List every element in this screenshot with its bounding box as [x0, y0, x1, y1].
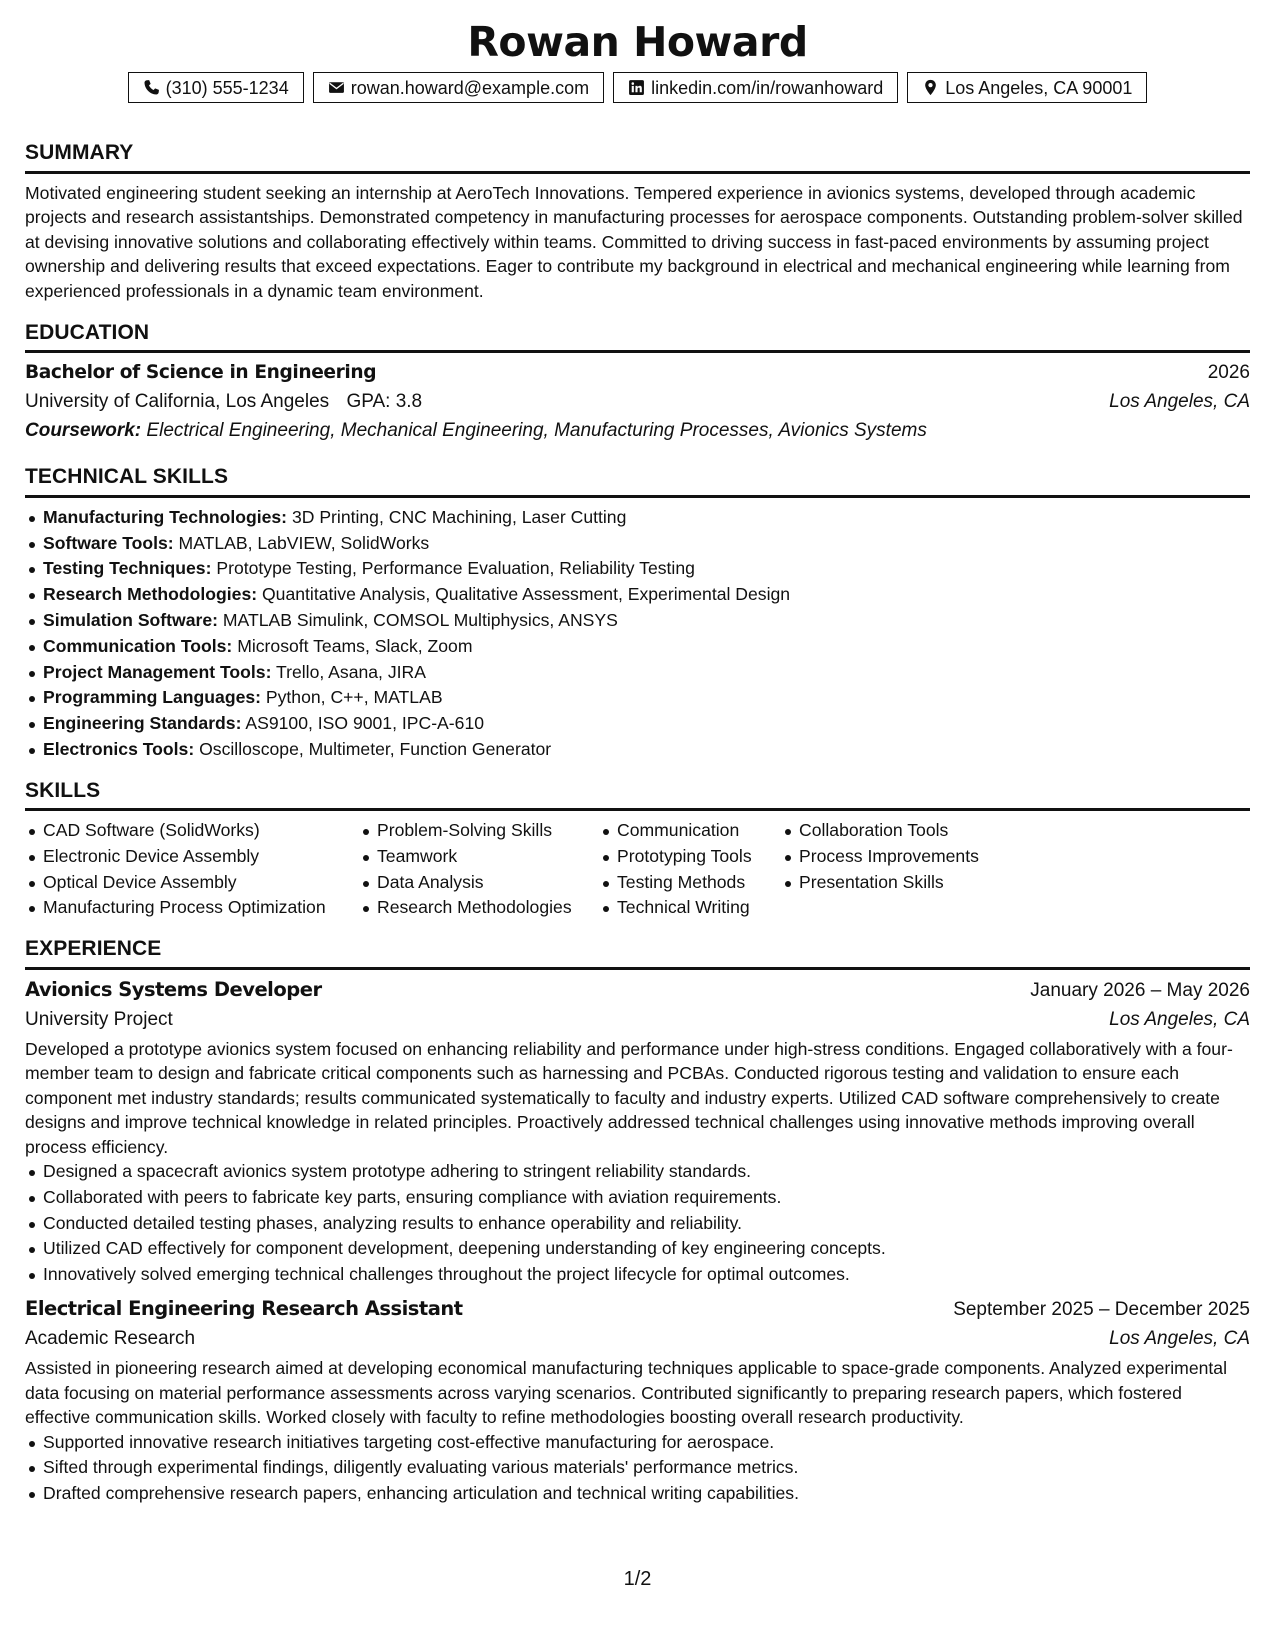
- skills-heading: SKILLS: [25, 777, 1250, 811]
- skill-item: Process Improvements: [781, 844, 1001, 870]
- envelope-icon: [328, 79, 345, 96]
- skill-item: Technical Writing: [599, 895, 781, 921]
- education-degree-row: [25, 358, 1250, 387]
- skill-item: Manufacturing Process Optimization: [25, 895, 359, 921]
- skill-item: Problem-Solving Skills: [359, 818, 599, 844]
- technical-skill-label: Software Tools:: [43, 532, 174, 553]
- job-location: Los Angeles, CA: [1109, 1008, 1250, 1030]
- skills-column: [781, 818, 1001, 921]
- resume-page: [25, 18, 1250, 1507]
- skill-item: CAD Software (SolidWorks): [25, 818, 359, 844]
- linkedin-text: linkedin.com/in/rowanhoward: [651, 77, 884, 98]
- experience-list: [25, 975, 1250, 1507]
- job-description: Assisted in pioneering research aimed at developing economical manufacturing techniques applicable to space-grade components. Analyzed experimental data focusing on material performance assessments across varying scenarios. Contributed significantly to preparing research papers, which fostered effective communication skills. Worked closely with faculty to refine methodologies boosting overall research productivity.: [25, 1358, 1227, 1428]
- job-title: Avionics Systems Developer: [25, 977, 322, 1001]
- coursework-row: [25, 416, 1250, 445]
- job-org-row: [25, 1324, 1250, 1353]
- technical-skill-label: Communication Tools:: [43, 635, 233, 656]
- contact-location: [907, 72, 1147, 103]
- skill-item: Prototyping Tools: [599, 844, 781, 870]
- experience-heading: EXPERIENCE: [25, 935, 1250, 969]
- job-dates: January 2026 – May 2026: [1030, 979, 1250, 1001]
- job-organization: University Project: [25, 1008, 173, 1030]
- technical-skill-label: Testing Techniques:: [43, 558, 212, 579]
- education-section: [25, 319, 1250, 445]
- technical-skill-value: Trello, Asana, JIRA: [276, 661, 426, 682]
- skills-column: [25, 818, 359, 921]
- candidate-name: Rowan Howard: [467, 18, 808, 66]
- skill-item: Research Methodologies: [359, 895, 599, 921]
- technical-skill-value: 3D Printing, CNC Machining, Laser Cutting: [291, 506, 627, 527]
- summary-section: [25, 139, 1250, 303]
- skill-item: Communication: [599, 818, 781, 844]
- skill-item: Presentation Skills: [781, 870, 1001, 896]
- job-bullet: Collaborated with peers to fabricate key parts, ensuring compliance with aviation requirements.: [25, 1185, 1250, 1211]
- degree-title: Bachelor of Science in Engineering: [25, 362, 377, 384]
- technical-skill-item: [25, 685, 1250, 711]
- skills-column: [599, 818, 781, 921]
- job-description: Developed a prototype avionics system focused on enhancing reliability and performance under high-stress conditions. Engaged collaboratively with a four-member team to design and fabricate critical components such as harnessing and PCBAs. Conducted rigorous testing and validation to ensure each component met industry standards; results communicated systematically to faculty and industry experts. Utilized CAD software comprehensively to create designs and improve technical knowledge in related principles. Proactively addressed technical challenges using innovative methods improving overall process efficiency.: [25, 1038, 1233, 1157]
- job-bullet: Conducted detailed testing phases, analyzing results to enhance operability and reliability.: [25, 1211, 1250, 1237]
- technical-skills-section: [25, 463, 1250, 762]
- job-bullet: Designed a spacecraft avionics system prototype adhering to stringent reliability standards.: [25, 1159, 1250, 1185]
- skills-section: [25, 777, 1250, 922]
- technical-skill-item: [25, 582, 1250, 608]
- phone-icon: [143, 79, 160, 96]
- school-name: University of California, Los Angeles: [25, 391, 330, 413]
- map-pin-icon: [922, 79, 939, 96]
- experience-section: [25, 935, 1250, 1507]
- skill-item: Testing Methods: [599, 870, 781, 896]
- technical-skill-label: Manufacturing Technologies:: [43, 506, 288, 527]
- technical-skill-item: [25, 531, 1250, 557]
- summary-text: Motivated engineering student seeking an internship at AeroTech Innovations. Tempered experience in avionics systems, developed through academic projects and research assistantships. Demonstrated competency in manufacturing processes for aerospace components. Outstanding problem-solver skilled at devising innovative solutions and collaborating effectively within teams. Committed to driving success in fast-paced environments by assuming project ownership and delivering results that exceed expectations. Eager to contribute my background in electrical and mechanical engineering while learning from experienced professionals in a dynamic team environment.: [25, 182, 1243, 301]
- coursework-label: Coursework:: [25, 420, 142, 442]
- phone-text: (310) 555-1234: [165, 77, 289, 98]
- job-title-row: [25, 1294, 1250, 1324]
- technical-skill-item: [25, 634, 1250, 660]
- technical-skill-item: [25, 711, 1250, 737]
- technical-skill-value: MATLAB, LabVIEW, SolidWorks: [178, 532, 430, 553]
- school-location: Los Angeles, CA: [1109, 391, 1250, 413]
- job-bullet: Drafted comprehensive research papers, enhancing articulation and technical writing capabilities.: [25, 1481, 1250, 1507]
- job-title: Electrical Engineering Research Assistant: [25, 1297, 463, 1321]
- technical-skill-item: [25, 660, 1250, 686]
- skills-column: [359, 818, 599, 921]
- technical-skill-value: Microsoft Teams, Slack, Zoom: [237, 635, 473, 656]
- skill-item: Collaboration Tools: [781, 818, 1001, 844]
- summary-heading: SUMMARY: [25, 139, 1250, 173]
- job-dates: September 2025 – December 2025: [953, 1299, 1250, 1321]
- skill-item: Electronic Device Assembly: [25, 844, 359, 870]
- technical-skill-value: Oscilloscope, Multimeter, Function Generator: [199, 738, 552, 759]
- technical-skill-label: Simulation Software:: [43, 609, 218, 630]
- technical-skill-value: MATLAB Simulink, COMSOL Multiphysics, ANSYS: [222, 609, 618, 630]
- location-text: Los Angeles, CA 90001: [945, 77, 1133, 98]
- experience-entry: [25, 975, 1250, 1288]
- job-bullets: [25, 1159, 1250, 1288]
- job-location: Los Angeles, CA: [1109, 1328, 1250, 1350]
- contact-phone[interactable]: [128, 72, 304, 103]
- gpa: GPA: 3.8: [346, 391, 423, 413]
- degree-year: 2026: [1207, 362, 1250, 384]
- page-number: 1/2: [623, 1568, 652, 1590]
- technical-skill-label: Programming Languages:: [43, 687, 261, 708]
- technical-skill-item: [25, 556, 1250, 582]
- technical-skill-label: Electronics Tools:: [43, 738, 195, 759]
- job-bullet: Utilized CAD effectively for component development, deepening understanding of key engineering concepts.: [25, 1236, 1250, 1262]
- technical-skill-item: [25, 608, 1250, 634]
- skill-item: Optical Device Assembly: [25, 870, 359, 896]
- education-school-row: [25, 387, 1250, 416]
- contact-bar: [25, 72, 1250, 103]
- skill-item: Teamwork: [359, 844, 599, 870]
- linkedin-icon: [628, 79, 645, 96]
- technical-skills-list: [25, 505, 1250, 763]
- technical-skills-heading: TECHNICAL SKILLS: [25, 463, 1250, 497]
- contact-linkedin[interactable]: [613, 72, 898, 103]
- technical-skill-value: Quantitative Analysis, Qualitative Assessment, Experimental Design: [262, 584, 791, 605]
- education-heading: EDUCATION: [25, 319, 1250, 353]
- technical-skill-label: Engineering Standards:: [43, 713, 242, 734]
- technical-skill-item: [25, 505, 1250, 531]
- contact-email[interactable]: [313, 72, 604, 103]
- job-bullets: [25, 1430, 1250, 1507]
- technical-skill-value: Prototype Testing, Performance Evaluation, Reliability Testing: [216, 558, 695, 579]
- technical-skill-value: Python, C++, MATLAB: [265, 687, 443, 708]
- coursework-list: Electrical Engineering, Mechanical Engineering, Manufacturing Processes, Avionics Systems: [146, 420, 927, 442]
- job-bullet: Sifted through experimental findings, diligently evaluating various materials' performance metrics.: [25, 1455, 1250, 1481]
- technical-skill-label: Research Methodologies:: [43, 584, 258, 605]
- experience-entry: [25, 1294, 1250, 1507]
- skill-item: Data Analysis: [359, 870, 599, 896]
- email-text: rowan.howard@example.com: [350, 77, 590, 98]
- job-bullet: Innovatively solved emerging technical challenges throughout the project lifecycle for optimal outcomes.: [25, 1262, 1250, 1288]
- job-org-row: [25, 1005, 1250, 1034]
- technical-skill-label: Project Management Tools:: [43, 661, 272, 682]
- technical-skill-item: [25, 737, 1250, 763]
- technical-skill-value: AS9100, ISO 9001, IPC-A-610: [245, 713, 485, 734]
- job-bullet: Supported innovative research initiatives targeting cost-effective manufacturing for aerospace.: [25, 1430, 1250, 1456]
- skills-grid: [25, 818, 1250, 921]
- job-title-row: [25, 975, 1250, 1005]
- job-organization: Academic Research: [25, 1328, 196, 1350]
